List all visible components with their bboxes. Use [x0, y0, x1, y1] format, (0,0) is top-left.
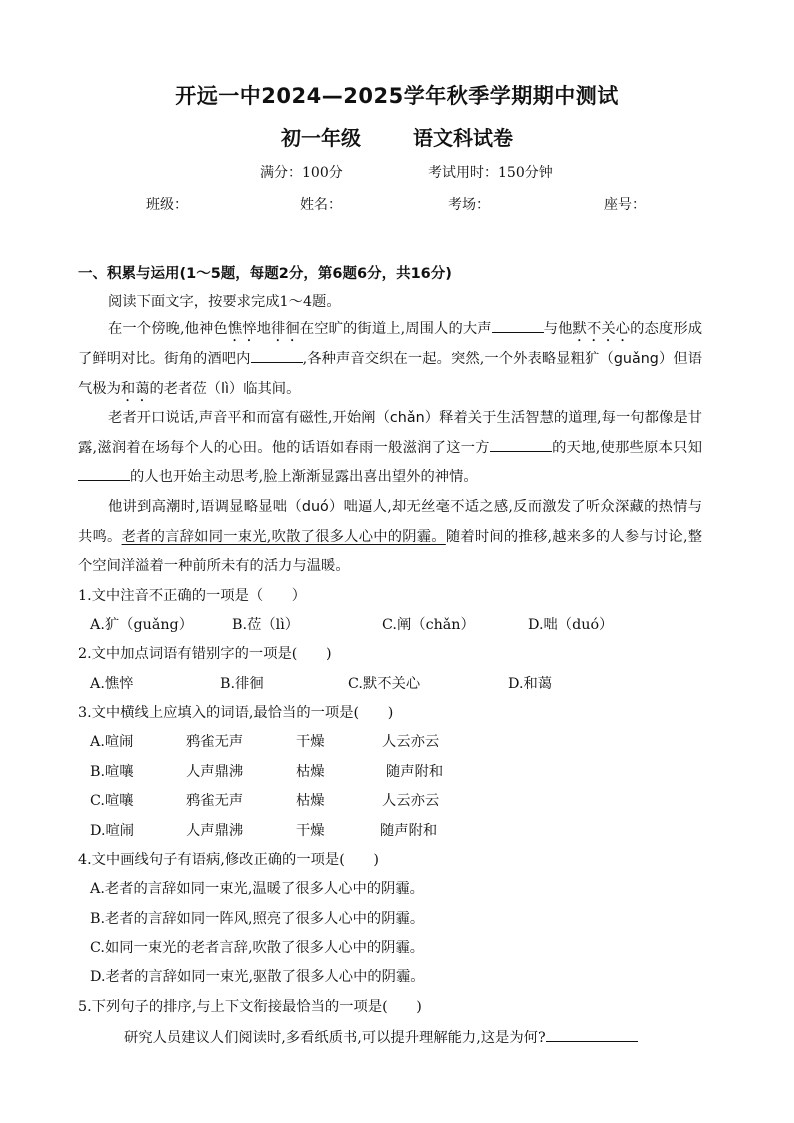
- passage-paragraph-1: 在一个傍晚,他神色憔悴地徘徊在空旷的街道上,周围人的大声 与他默不关心的态度形成了鲜明对比。街角的酒吧内 ,各种声音交织在一起。突然,一个外表略显粗犷（guǎng）但语气极为和蔼的老者莅（lì）临其间。: [78, 315, 702, 405]
- question-5-lead: 研究人员建议人们阅读时,多看纸质书,可以提升理解能力,这是为何?: [124, 1027, 638, 1047]
- reading-instruction: 阅读下面文字，按要求完成1～4题。: [108, 294, 341, 310]
- option-b[interactable]: B.老者的言辞如同一阵风,照亮了很多人心中的阴霾。: [90, 911, 425, 927]
- name-field-label: 姓名：: [300, 197, 342, 213]
- question-5-stem: 5.下列句子的排序,与上下文衔接最恰当的一项是( ): [78, 999, 422, 1015]
- option-c[interactable]: C.默不关心: [348, 676, 421, 692]
- dotted-word: 默不关心: [572, 321, 631, 337]
- seat-field-label: 座号：: [604, 197, 646, 213]
- subject-label: 语文科试卷: [413, 126, 513, 150]
- option-b[interactable]: B.徘徊: [220, 676, 264, 692]
- fill-blank[interactable]: [492, 318, 544, 333]
- section-heading: 一、积累与运用(1～5题，每题2分，第6题6分，共16分): [78, 266, 452, 282]
- question-2-stem: 2.文中加点词语有错别字的一项是( ): [78, 646, 332, 662]
- fill-blank[interactable]: [251, 348, 303, 363]
- option-a[interactable]: A.老者的言辞如同一束光,温暖了很多人心中的阴霾。: [90, 881, 424, 897]
- option-d[interactable]: D.咄（duó）: [528, 617, 614, 633]
- option-c[interactable]: C.阐（chǎn）: [382, 617, 475, 633]
- fill-blank[interactable]: [490, 437, 552, 452]
- full-score: 满分：100分: [260, 165, 343, 181]
- question-1-stem: 1.文中注音不正确的一项是（ ）: [78, 588, 307, 604]
- exam-page: 开远一中2024—2025学年秋季学期期中测试 初一年级 语文科试卷 满分：100分 考试用时：150分钟 班级： 姓名： 考场： 座号： 一、积累与运用(1～5题，每题2分，第6题6分，共16分) 阅读下面文字，按要求完成1～4题。 在一个傍晚,他神色憔悴地徘徊在空旷的街道上,周围人的大声 与他默不关心的态度形成了鲜明对比。街角的酒吧内 ,各种声音交织在一起。突然,一个外表略显粗犷（guǎng）但语气极为和蔼的老者莅（lì）临其间。 老者开口说话,声音平和而富有磁性,开始阐（chǎn）释着关于生活智慧的道理,每一句都像是甘露,滋润着在场每个人的心田。他的话语如春雨一般滋润了这一方 的天地,使那些原本只知的人也开始主动思考,脸上渐渐显露出喜出望外的神情。 他讲到高潮时,语调显略显咄（duó）咄逼人,却无丝毫不适之感,反而激发了听众深藏的热情与共鸣。老者的言辞如同一束光,吹散了很多人心中的阴霾。随着时间的推移,越来多的人参与讨论,整个空间洋溢着一种前所未有的活力与温暖。 1.文中注音不正确的一项是（ ） A.犷（guǎng） B.莅（lì） C.阐（chǎn） D.咄（duó） 2.文中加点词语有错别字的一项是( ) A.憔悴 B.徘徊 C.默不关心 D.和蔼 3.文中横线上应填入的词语,最恰当的一项是( ) A.喧闹 鸦雀无声 干燥 人云亦云 B.喧嚷 人声鼎沸 枯燥 随声附和 C.喧嚷 鸦雀无声 枯燥 人云亦云 D.喧闹 人声鼎沸 干燥 随声附和 4.文中画线句子有语病,修改正确的一项是( ) A.老者的言辞如同一束光,温暖了很多人心中的阴霾。 B.老者的言辞如同一阵风,照亮了很多人心中的阴霾。 C.如同一束光的老者言辞,吹散了很多人心中的阴霾。 D.老者的言辞如同一束光,驱散了很多人心中的阴霾。 5.下列句子的排序,与上下文衔接最恰当的一项是( ) 研究人员建议人们阅读时,多看纸质书,可以提升理解能力,这是为何?: [0, 0, 794, 1123]
- exam-subtitle: [0, 122, 794, 151]
- question-4-stem: 4.文中画线句子有语病,修改正确的一项是( ): [78, 852, 379, 868]
- room-field-label: 考场：: [448, 197, 490, 213]
- fill-blank[interactable]: [78, 466, 130, 481]
- dotted-word: 和蔼: [120, 380, 150, 397]
- question-3-stem: 3.文中横线上应填入的词语,最恰当的一项是( ): [78, 705, 394, 721]
- exam-title: 开远一中2024—2025学年秋季学期期中测试: [175, 84, 619, 108]
- passage-paragraph-3: 他讲到高潮时,语调显略显咄（duó）咄逼人,却无丝毫不适之感,反而激发了听众深藏的热情与共鸣。老者的言辞如同一束光,吹散了很多人心中的阴霾。随着时间的推移,越来多的人参与讨论,整个空间洋溢着一种前所未有的活力与温暖。: [78, 499, 703, 575]
- option-a[interactable]: A.憔悴: [90, 676, 134, 692]
- passage-paragraph-2: 老者开口说话,声音平和而富有磁性,开始阐（chǎn）释着关于生活智慧的道理,每一句都像是甘露,滋润着在场每个人的心田。他的话语如春雨一般滋润了这一方 的天地,使那些原本只知的人也开始主动思考,脸上渐渐显露出喜出望外的神情。: [78, 410, 703, 486]
- exam-time: 考试用时：150分钟: [428, 165, 553, 181]
- fill-blank[interactable]: [546, 1027, 638, 1042]
- option-d[interactable]: D.和蔼: [508, 676, 553, 692]
- option-a[interactable]: A.犷（guǎng）: [90, 617, 194, 633]
- option-b[interactable]: B.莅（lì）: [232, 617, 300, 633]
- option-c[interactable]: C.如同一束光的老者言辞,吹散了很多人心中的阴霾。: [90, 940, 425, 956]
- dotted-word: 憔悴: [227, 321, 257, 337]
- option-d[interactable]: D.老者的言辞如同一束光,驱散了很多人心中的阴霾。: [90, 969, 425, 985]
- underlined-sentence: 老者的言辞如同一束光,吹散了很多人心中的阴霾。: [121, 528, 446, 545]
- class-field-label: 班级：: [146, 197, 188, 213]
- dotted-word: 徘徊: [271, 321, 300, 337]
- grade-label: 初一年级: [281, 126, 361, 150]
